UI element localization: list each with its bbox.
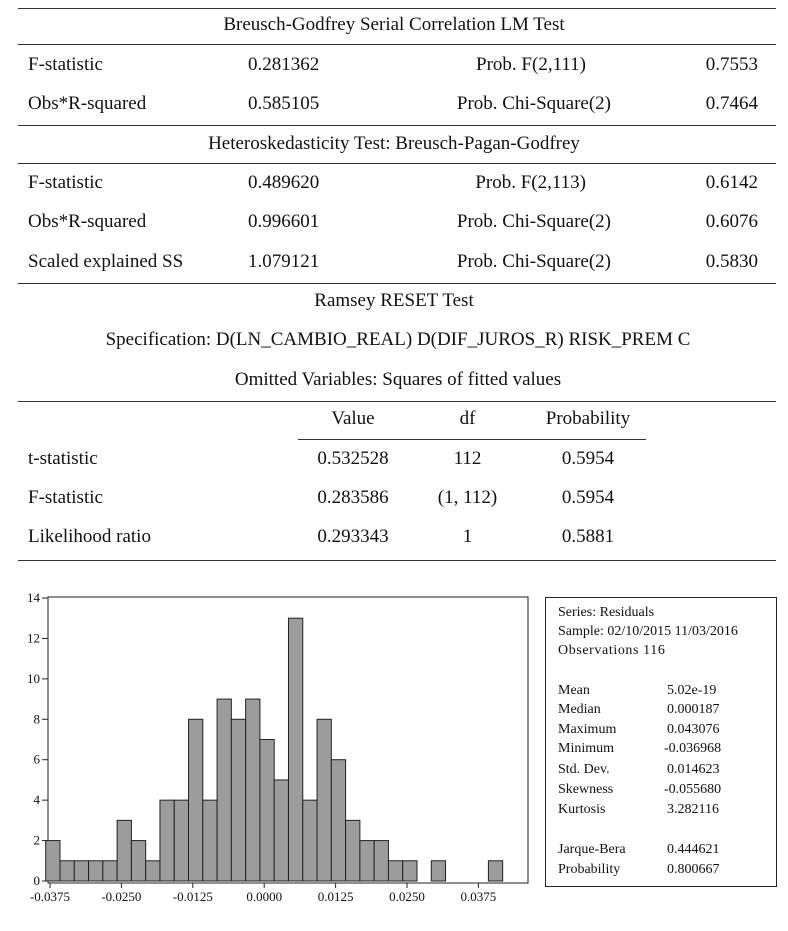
histogram-bar [131,841,145,881]
histogram-bar [189,719,203,881]
reset-row-df: 112 [453,448,482,469]
histogram-bar [288,618,302,881]
bg-row-label: Obs*R-squared [28,93,147,114]
reset-row-label: F-statistic [28,487,103,508]
rule-top [18,8,776,9]
stats-value-mean: 5.02e-19 [667,683,717,698]
histogram-bar [46,841,60,881]
histogram-bar [146,861,160,881]
histogram-bar [60,861,74,881]
reset-omitted: Omitted Variables: Squares of fitted values [234,369,562,390]
histogram-bar [174,800,188,881]
x-tick-label: 0.0000 [246,889,283,904]
y-tick-label: 0 [33,873,40,888]
histogram-bar [388,861,402,881]
bg-row-prob-label: Prob. Chi-Square(2) [456,93,611,114]
rule-reset-subheader [298,439,646,440]
bg-row-prob: 0.7553 [705,54,758,75]
stats-label-std-dev: Std. Dev. [558,762,610,777]
histogram-bar [103,861,117,881]
histogram-bar [260,740,274,882]
histogram-bar [274,780,288,881]
het-test-title: Heteroskedasticity Test: Breusch-Pagan-Godfrey [208,133,580,154]
stats-value-kurtosis: 3.282116 [667,802,719,817]
bg-row-value: 0.281362 [248,54,320,75]
bg-test-title: Breusch-Godfrey Serial Correlation LM Test [223,14,565,35]
stats-label-jarque-bera: Jarque-Bera [558,842,626,857]
reset-row-label: t-statistic [28,448,98,469]
histogram-bar [488,861,502,881]
histogram-bar [431,861,445,881]
rule-het-header [18,163,776,164]
reset-row-prob: 0.5954 [561,448,615,469]
bg-row-value: 0.585105 [248,93,320,114]
rule-het-top [18,125,776,126]
stats-label-mean: Mean [558,683,590,698]
reset-row-prob: 0.5881 [561,526,615,547]
x-tick-label: -0.0375 [29,889,71,904]
bg-row-label: F-statistic [28,54,103,75]
het-row-prob-label: Prob. Chi-Square(2) [456,251,611,272]
reset-test-title: Ramsey RESET Test [314,290,474,311]
x-tick-label: 0.0250 [389,889,425,904]
histogram-bar [74,861,88,881]
histogram-bar [360,841,374,881]
het-row-prob-label: Prob. Chi-Square(2) [456,211,611,232]
x-tick-label: 0.0375 [460,889,497,904]
stats-value-probability: 0.800667 [667,862,720,877]
het-row-label: Scaled explained SS [28,251,184,272]
reset-specification: Specification: D(LN_CAMBIO_REAL) D(DIF_JUROS_R) RISK_PREM C [105,329,691,350]
y-tick-label: 6 [33,751,40,767]
het-row-value: 0.489620 [248,172,320,193]
y-tick-label: 12 [27,630,40,646]
reset-header-value: Value [331,408,375,429]
stats-sample: Sample: 02/10/2015 11/03/2016 [558,624,738,639]
reset-row-value: 0.283586 [317,487,389,508]
reset-row-label: Likelihood ratio [28,526,151,547]
het-row-prob: 0.5830 [705,251,758,272]
histogram-bar [403,861,417,881]
reset-row-df: (1, 112) [437,487,498,508]
rule-reset-header [18,401,776,402]
y-tick-label: 14 [27,590,40,605]
stats-value-std-dev: 0.014623 [667,762,720,777]
het-row-label: Obs*R-squared [28,211,147,232]
x-tick-label: 0.0125 [317,889,354,904]
x-tick-label: -0.0250 [101,889,142,904]
reset-row-prob: 0.5954 [561,487,615,508]
histogram-bar [117,820,131,881]
histogram-bar [374,841,388,881]
het-row-value: 1.079121 [248,251,320,272]
histogram-bar [217,699,231,881]
reset-header-probability: Probability [545,408,631,429]
stats-label-probability: Probability [558,862,621,877]
stats-label-kurtosis: Kurtosis [558,802,606,817]
histogram-bar [160,800,174,881]
stats-value-median: 0.000187 [667,702,720,717]
stats-value-skewness: -0.055680 [664,782,722,797]
stats-label-minimum: Minimum [558,741,615,756]
y-tick-label: 8 [33,711,40,727]
stats-value-maximum: 0.043076 [667,722,720,737]
y-tick-label: 2 [33,832,40,848]
stats-label-skewness: Skewness [558,782,614,797]
stats-value-minimum: -0.036968 [664,741,722,756]
stats-series: Series: Residuals [558,605,655,620]
y-tick-label: 10 [27,670,40,686]
bg-row-prob: 0.7464 [705,93,758,114]
rule-reset-top [18,283,776,284]
histogram-bar [246,699,260,881]
reset-row-value: 0.293343 [317,526,389,547]
het-row-prob: 0.6142 [705,172,758,193]
histogram-bar [346,820,360,881]
histogram-bar [303,800,317,881]
het-row-label: F-statistic [28,172,103,193]
stats-label-median: Median [558,702,601,717]
x-tick-label: -0.0125 [172,889,213,904]
residuals-histogram [0,575,545,920]
stats-observations: Observations 116 [558,643,666,658]
stats-label-maximum: Maximum [558,722,617,737]
bg-row-prob-label: Prob. F(2,111) [476,54,586,75]
reset-header-df: df [459,408,476,429]
y-tick-label: 4 [33,792,40,808]
histogram-bar [331,760,345,881]
histogram-bar [317,719,331,881]
rule-reset-bottom [18,560,776,561]
histogram-bar [89,861,103,881]
stats-value-jarque-bera: 0.444621 [667,842,720,857]
het-row-prob-label: Prob. F(2,113) [475,172,586,193]
rule-bg-header [18,44,776,45]
histogram-bar [203,800,217,881]
het-row-prob: 0.6076 [705,211,758,232]
histogram-bar [231,719,245,881]
reset-row-value: 0.532528 [317,448,389,469]
reset-row-df: 1 [462,526,473,547]
het-row-value: 0.996601 [248,211,320,232]
